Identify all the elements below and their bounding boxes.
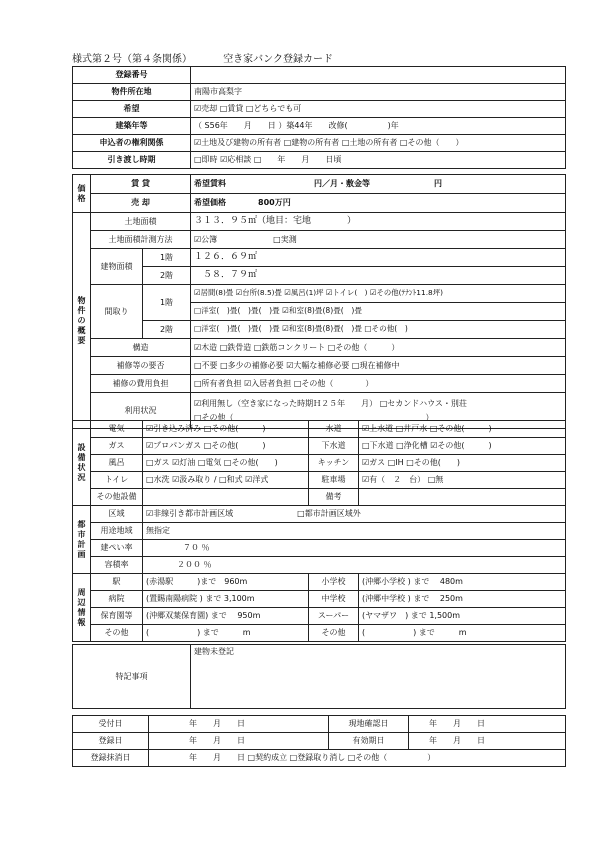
sewer-value: □下水道 □浄化槽 ☑その他( ) (359, 438, 566, 455)
rent-label: 賃 貸 (91, 175, 191, 194)
facilities-section-label: 設備状況 (73, 421, 91, 506)
use-district-label: 用途地域 (91, 523, 143, 540)
land-method-value: ☑公簿 □実測 (191, 231, 566, 249)
expiry-label: 有効期日 (329, 733, 409, 750)
gas-label: ガス (91, 438, 143, 455)
water-label: 水道 (309, 421, 359, 438)
bath-value: □ガス ☑灯油 □電気 □その他( ) (143, 455, 309, 472)
received-value: 年 月 日 (149, 716, 329, 733)
toilet-label: トイレ (91, 472, 143, 489)
card-title: 空き家バンク登録カード (223, 54, 333, 65)
expiry-value: 年 月 日 (409, 733, 566, 750)
sale-label: 売 却 (91, 194, 191, 213)
year-value: （ S56年 月 日 ）築44年 改修( )年 (191, 118, 566, 135)
repair-label: 補修等の要否 (91, 357, 191, 375)
floor1-label: 1階 (143, 249, 191, 267)
row-year (73, 118, 566, 135)
usage-label: 利用状況 (91, 393, 191, 429)
other2-value: ( ) まで m (359, 625, 566, 642)
footer-table (72, 715, 566, 767)
overview-table (72, 212, 566, 429)
usage-line2: □その他（ ） (194, 412, 434, 422)
card-header (72, 50, 361, 65)
surroundings-table (72, 573, 566, 642)
gas-value: ☑プロパンガス □その他( ) (143, 438, 309, 455)
row-handover (73, 152, 566, 169)
structure-value: ☑木造 □鉄骨造 □鉄筋コンクリート □その他（ ） (191, 339, 566, 357)
bath-label: 風呂 (91, 455, 143, 472)
other-equipment-value (143, 489, 309, 506)
wish-label: 希望 (73, 101, 191, 118)
station-value: (赤湯駅 )まで 960m (143, 574, 309, 591)
kitchen-label: キッチン (309, 455, 359, 472)
handover-label: 引き渡し時期 (73, 152, 191, 169)
floor-area-label: 建物面積 (91, 249, 143, 285)
survey-value: 年 月 日 (409, 716, 566, 733)
hospital-label: 病院 (91, 591, 143, 608)
land-area-label: 土地面積 (91, 213, 191, 231)
junior-high-label: 中学校 (309, 591, 359, 608)
kitchen-value: ☑ガス □IH □その他( ) (359, 455, 566, 472)
remarks-label: 備考 (309, 489, 359, 506)
row-address (73, 84, 566, 101)
junior-high-value: (沖郷中学校 ) まで 250m (359, 591, 566, 608)
other1-label: その他 (91, 625, 143, 642)
price-section-label: 価格 (73, 175, 91, 213)
station-label: 駅 (91, 574, 143, 591)
applicant-value: ☑土地及び建物の所有者 □建物の所有者 □土地の所有者 □その他（ ） (191, 135, 566, 152)
rooms-floor2-line: □洋室( )畳( )畳( )畳 ☑和室(8)畳(8)畳( )畳 □その他( ) (191, 321, 566, 339)
zone-value: ☑非線引き都市計画区域 □都市計画区域外 (143, 506, 566, 523)
nursery-label: 保育園等 (91, 608, 143, 625)
land-area-value: ３１３．９５㎡（地目：宅地 ） (191, 213, 566, 231)
parking-label: 駐車場 (309, 472, 359, 489)
planning-section-label: 都市計画 (73, 506, 91, 574)
notes-table (72, 644, 566, 709)
survey-label: 現地確認日 (329, 716, 409, 733)
floor2-area: ５８．７９㎡ (191, 267, 566, 285)
planning-table (72, 505, 566, 574)
address-label: 物件所在地 (73, 84, 191, 101)
elementary-value: (沖郷小学校 ) まで 480m (359, 574, 566, 591)
sale-value: 希望価格 800万円 (191, 194, 566, 213)
year-label: 建築年等 (73, 118, 191, 135)
rooms-floor1-line2: □洋室( )畳( )畳( )畳 ☑和室(8)畳(8)畳( )畳 (191, 303, 566, 321)
elec-label: 電気 (91, 421, 143, 438)
water-value: ☑上水道 □井戸水 □その他( ) (359, 421, 566, 438)
zone-label: 区域 (91, 506, 143, 523)
sewer-label: 下水道 (309, 438, 359, 455)
other2-label: その他 (309, 625, 359, 642)
other1-value: ( ) まで m (143, 625, 309, 642)
remarks-value (359, 489, 566, 506)
address-value: 南陽市高梨字 (191, 84, 566, 101)
supermarket-label: スーパー (309, 608, 359, 625)
reg-no-value (191, 67, 566, 84)
bcr-value: ７０ ％ (143, 540, 566, 557)
repair-value: □不要 □多少の補修必要 ☑大幅な補修必要 □現在補修中 (191, 357, 566, 375)
repair-cost-value: □所有者負担 ☑入居者負担 □その他（ ） (191, 375, 566, 393)
hospital-value: (置賜南陽病院 ) まで 3,100m (143, 591, 309, 608)
rooms-floor1-line1: ☑居間(8)畳 ☑台所(8.5)畳 ☑風呂(1)坪 ☑トイレ( ) ☑その他(ﾃﾅﾝﾄ11.8坪) (191, 285, 566, 303)
row-reg-no (73, 67, 566, 84)
structure-label: 構造 (91, 339, 191, 357)
registered-value: 年 月 日 (149, 733, 329, 750)
row-applicant (73, 135, 566, 152)
repair-cost-label: 補修の費用負担 (91, 375, 191, 393)
floor1-area: １２６．６９㎡ (191, 249, 566, 267)
notes-value: 建物未登記 (191, 645, 566, 709)
basic-info-table (72, 66, 566, 169)
row-wish (73, 101, 566, 118)
rooms-floor2-label: 2階 (143, 321, 191, 339)
toilet-value: □水洗 ☑汲み取り / □和式 ☑洋式 (143, 472, 309, 489)
bcr-label: 建ぺい率 (91, 540, 143, 557)
rooms-label: 間取り (91, 285, 143, 339)
registered-label: 登録日 (73, 733, 149, 750)
wish-value: ☑売却 □賃貸 □どちらでも可 (191, 101, 566, 118)
applicant-label: 申込者の権利関係 (73, 135, 191, 152)
handover-value: □即時 ☑応相談 □ 年 月 日頃 (191, 152, 566, 169)
floor2-label: 2階 (143, 267, 191, 285)
reg-no-label: 登録番号 (73, 67, 191, 84)
elementary-label: 小学校 (309, 574, 359, 591)
rent-value: 希望賃料 円／月・敷金等 円 (191, 175, 566, 194)
supermarket-value: (ヤマザワ ) まで 1,500m (359, 608, 566, 625)
parking-value: ☑有（ ２ 台） □無 (359, 472, 566, 489)
rooms-floor1-label: 1階 (143, 285, 191, 321)
price-table (72, 174, 566, 213)
far-value: ２００ ％ (143, 557, 566, 574)
usage-line1: ☑利用無し（空き家になった時期Ｈ２５年 月） □セカンドハウス・別荘 (194, 399, 467, 409)
surroundings-section-label: 周辺情報 (73, 574, 91, 642)
elec-value: ☑引き込み済み □その他( ) (143, 421, 309, 438)
facilities-table (72, 420, 566, 506)
use-district-value: 無指定 (143, 523, 566, 540)
deleted-value: 年 月 日 □契約成立 □登録取り消し □その他（ ） (149, 750, 566, 767)
nursery-value: (沖郷双葉保育園) まで 950m (143, 608, 309, 625)
other-equipment-label: その他設備 (91, 489, 143, 506)
far-label: 容積率 (91, 557, 143, 574)
overview-section-label: 物件の概要 (73, 213, 91, 429)
land-method-label: 土地面積計測方法 (91, 231, 191, 249)
form-number: 様式第２号（第４条関係） (72, 54, 192, 65)
received-label: 受付日 (73, 716, 149, 733)
deleted-label: 登録抹消日 (73, 750, 149, 767)
notes-label: 特記事項 (73, 645, 191, 709)
